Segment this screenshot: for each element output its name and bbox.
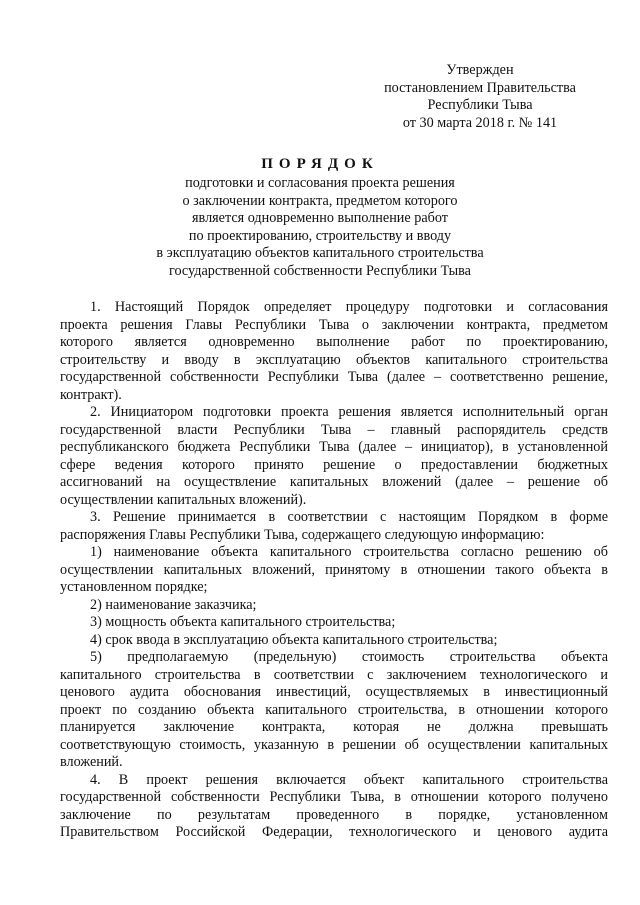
paragraph-2-line: ассигнований на осуществление капитальных вложений (далее – решение об (60, 474, 608, 490)
document-body (60, 299, 608, 842)
list-item-3-line: 3) мощность объекта капитального строительства; (90, 614, 396, 630)
subtitle-line: подготовки и согласования проекта решения (185, 175, 455, 191)
paragraph-4-line: 4. В проект решения включается объект капитального строительства (90, 771, 608, 788)
paragraph-1-line: контракт). (60, 386, 122, 403)
paragraph-2-line: республиканского бюджета Республики Тыва (далее – инициатор), в установленной (60, 439, 608, 455)
list-item-4-line: 4) срок ввода в эксплуатацию объекта капитального строительства; (90, 631, 498, 648)
list-item-5-line: 5) предполагаемую (предельную) стоимость строительства объекта (90, 649, 608, 665)
subtitle-line: в эксплуатацию объектов капитального строительства (156, 245, 484, 262)
paragraph-2-line: сфере ведения которого принято решение о предоставлении бюджетных (60, 456, 608, 473)
paragraph-3-line: распоряжения Главы Республики Тыва, содержащего следующую информацию: (60, 526, 545, 543)
paragraph-3-line: 3. Решение принимается в соответствии с настоящим Порядком в форме (90, 509, 608, 525)
list-item-5-line: соответствующую стоимость, указанную в решении об осуществлении капитальных (60, 736, 608, 753)
document-title: ПОРЯДОК (261, 156, 379, 172)
paragraph-1-line: проекта решения Главы Республики Тыва о заключении контракта, предметом (60, 316, 608, 333)
subtitle-line: о заключении контракта, предметом которого (182, 192, 458, 209)
paragraph-2-line: 2. Инициатором подготовки проекта решения является исполнительный орган (90, 404, 608, 420)
approval-line-1: Утвержден (446, 62, 514, 78)
paragraph-4-line: заключение по результатам проведенного в порядке, установленном (60, 806, 608, 823)
list-item-1-line: 1) наименование объекта капитального строительства согласно решению об (90, 544, 608, 560)
list-item-5-line: планируется заключение контракта, которая не должна превышать (60, 719, 608, 735)
paragraph-2-line: государственной власти Республики Тыва – главный распорядитель средств (60, 421, 608, 438)
paragraph-4-line: государственной собственности Республики Тыва, в отношении которого получено (60, 789, 608, 805)
paragraph-1-line: государственной собственности Республики Тыва (далее – соответственно решение, (60, 369, 608, 385)
approval-line-4: от 30 марта 2018 г. № 141 (402, 114, 558, 131)
paragraph-4-line: Правительством Российской Федерации, технологического и ценового аудита (60, 824, 608, 840)
list-item-5-line: ценового аудита обоснования инвестиций, осуществляемых в инвестиционный (60, 684, 608, 700)
document-subtitle (0, 175, 640, 281)
approval-line-3: Республики Тыва (427, 97, 533, 113)
subtitle-line: по проектированию, строительству и вводу (188, 227, 452, 244)
paragraph-1-line: 1. Настоящий Порядок определяет процедуру подготовки и согласования (90, 299, 608, 315)
list-item-5-line: проект по созданию объекта капитального строительства, в отношении которого (60, 701, 608, 718)
subtitle-line: является одновременно выполнение работ (192, 210, 448, 227)
list-item-5-line: капитального строительства в соответствии с заключением технологического и (60, 666, 608, 683)
approval-block (350, 62, 610, 132)
list-item-5-line: вложений. (60, 754, 123, 770)
approval-line-2: постановлением Правительства (384, 79, 576, 96)
paragraph-2-line: осуществлении капитальных вложений). (60, 491, 307, 508)
paragraph-1-line: строительству и вводу в эксплуатацию объектов капитального строительства (60, 351, 608, 368)
list-item-2-line: 2) наименование заказчика; (90, 596, 257, 613)
list-item-1-line: осуществлении капитальных вложений, принятому в отношении такого объекта в (60, 561, 608, 578)
list-item-1-line: установленном порядке; (60, 579, 208, 595)
paragraph-1-line: которого является одновременно выполнение работ по проектированию, (60, 334, 608, 350)
subtitle-line: государственной собственности Республики Тыва (169, 262, 471, 279)
